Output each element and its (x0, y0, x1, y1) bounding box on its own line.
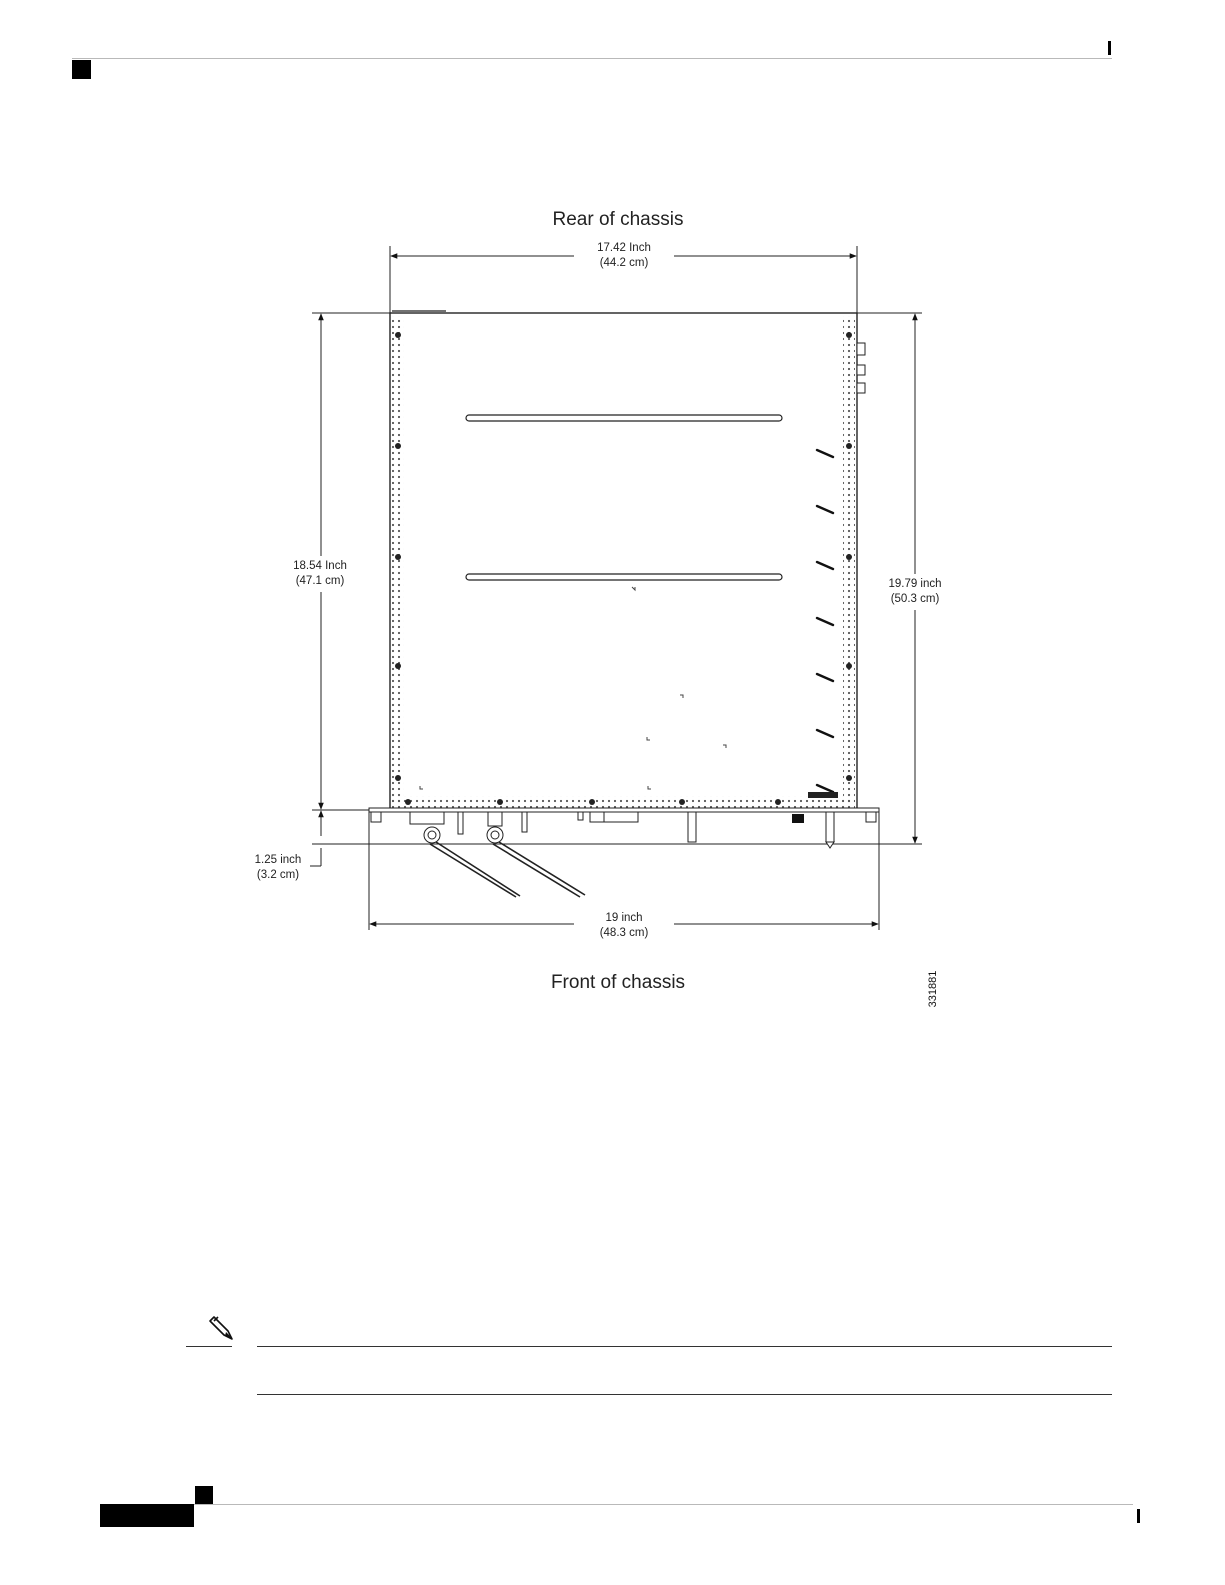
rack-width-dimension (369, 812, 879, 930)
chassis-body (390, 311, 865, 810)
right-height-cm: (50.3 cm) (890, 593, 940, 605)
footer-right-marker (1137, 1509, 1140, 1523)
left-height-inch: 18.54 Inch (293, 560, 347, 572)
note-top-rule (257, 1346, 1112, 1347)
rack-width-cm: (48.3 cm) (599, 927, 649, 939)
left-height-dimension (312, 313, 392, 810)
figure-id: 331881 (927, 970, 939, 1008)
note-bottom-rule (257, 1394, 1112, 1395)
front-port-block (792, 814, 804, 823)
footer-page-tab (100, 1504, 194, 1527)
flange-depth-inch: 1.25 inch (254, 854, 302, 866)
footer-rule (193, 1504, 1133, 1505)
ejector-rods (430, 842, 585, 897)
left-height-cm: (47.1 cm) (295, 575, 345, 587)
top-width-cm: (44.2 cm) (599, 257, 649, 269)
flange-depth-cm: (3.2 cm) (256, 869, 300, 881)
footer-marker (195, 1486, 213, 1504)
flange-depth-dimension (310, 811, 832, 866)
front-of-chassis-label: Front of chassis (550, 972, 686, 993)
pencil-icon (206, 1314, 236, 1344)
rack-width-inch: 19 inch (605, 912, 643, 924)
rear-of-chassis-label: Rear of chassis (552, 209, 684, 230)
note-icon-underline (186, 1346, 232, 1347)
top-width-inch: 17.42 Inch (597, 242, 651, 254)
right-height-inch: 19.79 inch (888, 578, 942, 590)
top-width-dimension (390, 246, 857, 313)
